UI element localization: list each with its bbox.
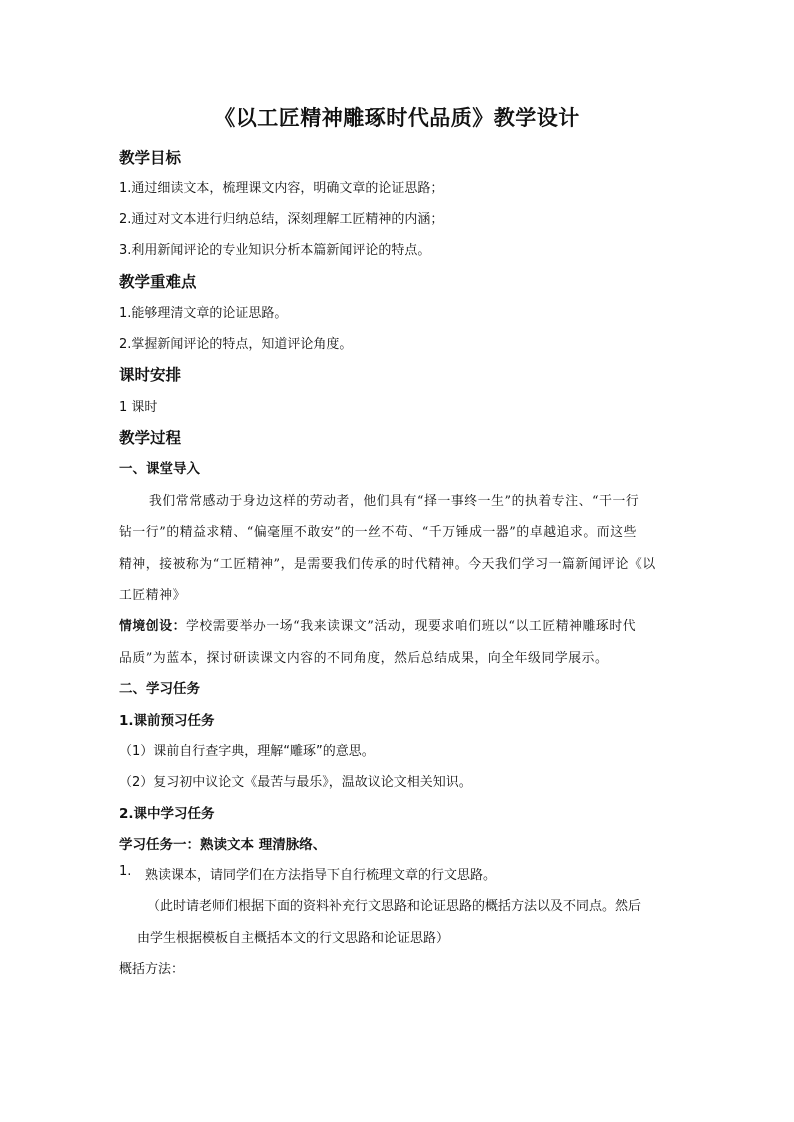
step-text: 熟读课本，请同学们在方法指导下自行梳理文章的行文思路。 [145, 868, 497, 883]
heading-teaching-goals: 教学目标 [119, 149, 182, 167]
preview-task-1: （1）课前自行查字典，理解“雕琢”的意思。 [119, 744, 375, 759]
preview-task-2: （2）复习初中议论文《最苦与最乐》，温故议论文相关知识。 [119, 775, 472, 790]
keypoint-item-2: 2.掌握新闻评论的特点，知道评论角度。 [119, 337, 353, 352]
keypoint-item-1: 1.能够理清文章的论证思路。 [119, 306, 288, 321]
heading-teaching-process: 教学过程 [119, 429, 182, 447]
intro-paragraph-line-1: 我们常常感动于身边这样的劳动者，他们具有“择一事终一生”的执着专注、“干一行 [149, 494, 640, 509]
scenario-line-1 [119, 615, 636, 634]
heading-learning-tasks: 二、学习任务 [119, 681, 200, 697]
schedule-value: 1 课时 [119, 400, 158, 415]
note-line-2: 由学生根据模板自主概括本文的行文思路和论证思路） [137, 931, 450, 946]
goal-item-2: 2.通过对文本进行归纳总结，深刻理解工匠精神的内涵； [119, 212, 444, 227]
heading-task-one: 学习任务一：熟读文本 理清脉络、 [119, 837, 327, 853]
heading-schedule: 课时安排 [119, 366, 182, 384]
scenario-text-1: 学校需要举办一场“我来读课文”活动，现要求咱们班以“以工匠精神雕琢时代 [185, 619, 637, 634]
heading-key-points: 教学重难点 [119, 273, 197, 291]
intro-paragraph-line-4: 工匠精神》 [119, 588, 186, 603]
goal-item-1: 1.通过细读文本，梳理课文内容，明确文章的论证思路； [119, 181, 444, 196]
method-label: 概括方法： [119, 962, 185, 977]
goal-item-3: 3.利用新闻评论的专业知识分析本篇新闻评论的特点。 [119, 243, 431, 258]
step-number: 1. [119, 864, 132, 879]
intro-paragraph-line-2: 钻一行”的精益求精、“偏毫厘不敢安”的一丝不苟、“千万锤成一器”的卓越追求。而这些 [119, 525, 637, 540]
note-line-1: （此时请老师们根据下面的资料补充行文思路和论证思路的概括方法以及不同点。然后 [147, 899, 642, 914]
intro-paragraph-line-3: 精神，接被称为“工匠精神”，是需要我们传承的时代精神。今天我们学习一篇新闻评论《以 [119, 557, 656, 572]
scenario-label: 情境创设： [119, 619, 186, 634]
document-title: 《以工匠精神雕琢时代品质》教学设计 [214, 106, 580, 130]
heading-class-intro: 一、课堂导入 [119, 461, 200, 477]
heading-preview-tasks: 1.课前预习任务 [119, 713, 215, 729]
scenario-line-2: 品质”为蓝本，探讨研读课文内容的不同角度，然后总结成果，向全年级同学展示。 [119, 651, 609, 666]
heading-in-class-tasks: 2.课中学习任务 [119, 806, 215, 822]
